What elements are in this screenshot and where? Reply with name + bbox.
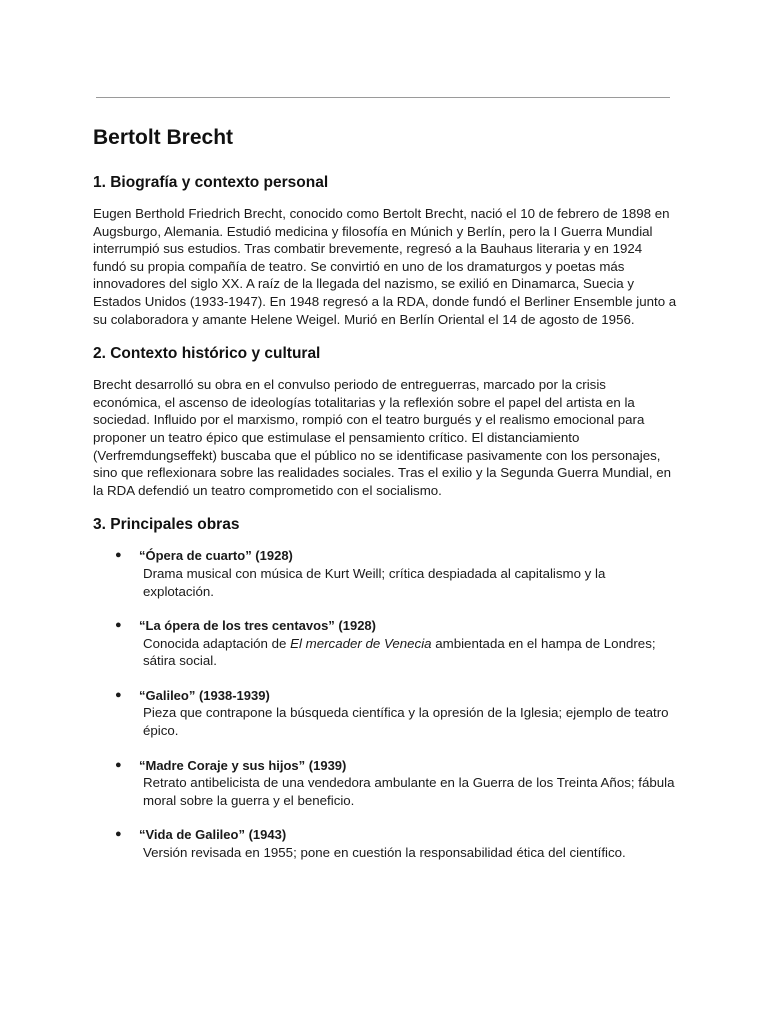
works-list bbox=[93, 547, 677, 861]
work-description: Drama musical con música de Kurt Weill; crítica despiadada al capitalismo y la explotación. bbox=[143, 565, 606, 599]
work-title: “Ópera de cuarto” (1928) bbox=[139, 548, 293, 564]
work-description bbox=[139, 635, 677, 670]
work-description: Retrato antibelicista de una vendedora ambulante en la Guerra de los Treinta Años; fábula moral sobre la guerra y el beneficio. bbox=[143, 775, 675, 808]
work-description-part: ambientada en el hampa de Londres; sátira social. bbox=[143, 635, 656, 669]
horizontal-rule bbox=[96, 97, 670, 98]
document-title: Bertolt Brecht bbox=[93, 126, 234, 149]
work-description-italic: El mercader de Venecia bbox=[290, 635, 432, 651]
list-item bbox=[93, 687, 677, 740]
work-title: “Vida de Galileo” (1943) bbox=[139, 827, 287, 843]
list-item bbox=[93, 547, 677, 600]
work-description: Pieza que contrapone la búsqueda científica y la opresión de la Iglesia; ejemplo de teatro épico. bbox=[143, 705, 669, 739]
work-title: “La ópera de los tres centavos” (1928) bbox=[139, 618, 376, 634]
list-item bbox=[93, 826, 677, 861]
list-item bbox=[93, 617, 677, 670]
list-item bbox=[93, 757, 677, 810]
work-title: “Galileo” (1938-1939) bbox=[139, 687, 270, 703]
document-content bbox=[93, 124, 677, 879]
bullet-icon: ● bbox=[115, 828, 122, 841]
section-heading-biography: 1. Biografía y contexto personal bbox=[93, 174, 329, 191]
bullet-icon: ● bbox=[115, 688, 122, 701]
work-description: Versión revisada en 1955; pone en cuestión la responsabilidad ética del científico. bbox=[143, 845, 626, 861]
section-heading-context: 2. Contexto histórico y cultural bbox=[93, 345, 321, 363]
section-text-biography: Eugen Berthold Friedrich Brecht, conocido como Bertolt Brecht, nació el 10 de febrero de 1898 en Augsburgo, Alemania. Estudió medicina y filosofía en Múnich y Berlín, pero la I Guerra Mundial interrumpió sus estudios. Tras combatir brevemente, regresó a la Bauhaus literaria y en 1924 fundó su propia compañía de teatro. Se convirtió en uno de los dramaturgos y poetas más innovadores del siglo XX. A raíz de la llegada del nazismo, se exilió en Dinamarca, Suecia y Estados Unidos (1933-1947). En 1948 regresó a la RDA, donde fundó el Berliner Ensemble junto a su colaboradora y amante Helene Weigel. Murió en Berlín Oriental el 14 de agosto de 1956. bbox=[93, 206, 677, 327]
bullet-icon: ● bbox=[115, 758, 122, 771]
work-title: “Madre Coraje y sus hijos” (1939) bbox=[139, 757, 347, 773]
bullet-icon: ● bbox=[115, 549, 122, 562]
work-description-part: Conocida adaptación de bbox=[143, 635, 291, 651]
section-text-context: Brecht desarrolló su obra en el convulso periodo de entreguerras, marcado por la crisis económica, el ascenso de ideologías totalitarias y la reflexión sobre el papel del artista en la sociedad. Influido por el marxismo, rompió con el teatro burgués y el realismo emocional para proponer un teatro épico que estimulase el pensamiento crítico. El distanciamiento (Verfremdungseffekt) buscaba que el público no se identificase pasivamente con los personajes, sino que reflexionara sobre las realidades sociales. Tras el exilio y la Segunda Guerra Mundial, en la RDA defendió un teatro comprometido con el socialismo. bbox=[93, 377, 671, 498]
bullet-icon: ● bbox=[115, 619, 122, 632]
section-heading-works: 3. Principales obras bbox=[93, 516, 240, 534]
